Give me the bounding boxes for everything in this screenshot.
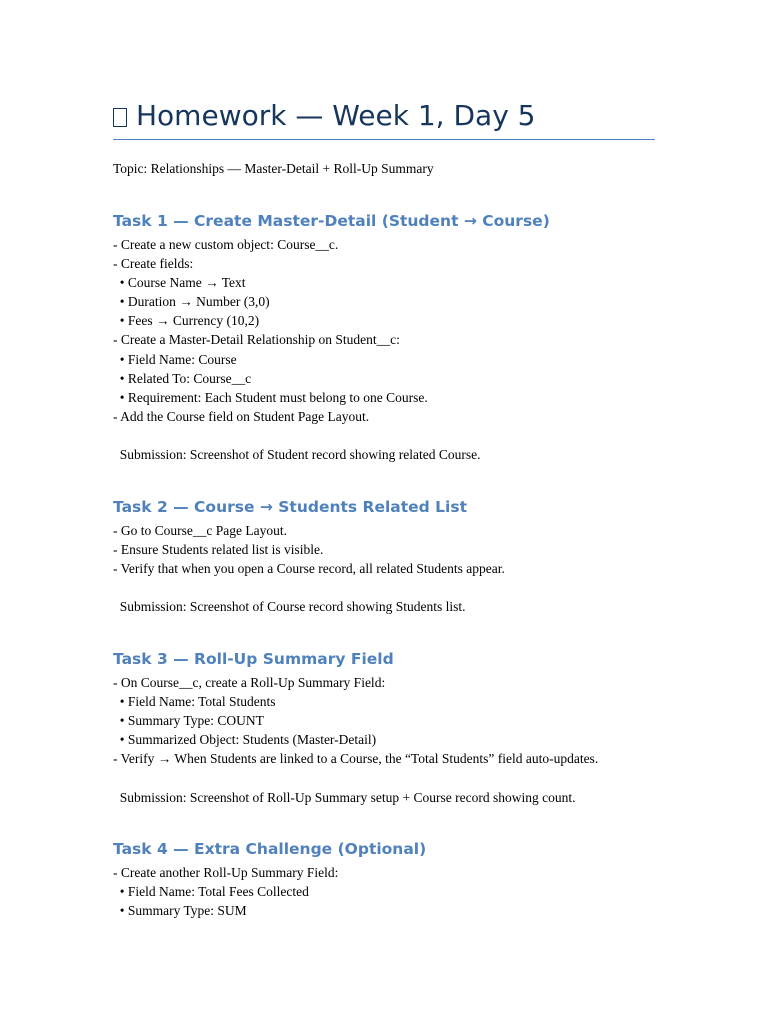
task-3-submission: Submission: Screenshot of Roll-Up Summary setup + Course record showing count. [113, 789, 576, 805]
task-1-bullet: • Course Name → Text [113, 275, 246, 291]
task-4-bullet: • Summary Type: SUM [113, 903, 247, 919]
task-4-heading: Task 4 — Extra Challenge (Optional) [113, 840, 427, 858]
task-3-section [113, 647, 713, 807]
document-icon [113, 108, 127, 127]
task-2-heading: Task 2 — Course → Students Related List [113, 498, 468, 516]
task-3-bullet: • Summary Type: COUNT [113, 713, 264, 729]
task-2-section [113, 495, 713, 616]
task-3-bullet: • Summarized Object: Students (Master-Detail) [113, 732, 377, 748]
task-4-bullet: • Field Name: Total Fees Collected [113, 884, 309, 900]
task-1-line: - Create a new custom object: Course__c. [113, 237, 339, 252]
task-1-line: - Create fields: [113, 256, 194, 272]
task-1-bullet: • Related To: Course__c [113, 370, 252, 386]
blank-line [113, 768, 713, 787]
task-4-section [113, 837, 713, 920]
task-3-bullet: • Field Name: Total Students [113, 694, 276, 710]
task-1-bullet: • Fees → Currency (10,2) [113, 313, 260, 329]
task-2-line: - Ensure Students related list is visible. [113, 542, 324, 558]
task-2-line: - Go to Course__c Page Layout. [113, 523, 287, 538]
task-1-bullet: • Duration → Number (3,0) [113, 294, 270, 310]
task-1-body [113, 235, 713, 464]
task-1-line: - Add the Course field on Student Page Layout. [113, 408, 370, 424]
document-title-text: Homework — Week 1, Day 5 [136, 99, 536, 132]
task-1-heading: Task 1 — Create Master-Detail (Student → Course) [113, 212, 550, 230]
task-1-bullet: • Field Name: Course [113, 351, 237, 367]
task-2-body [113, 521, 713, 616]
task-3-body [113, 673, 713, 807]
task-1-submission: Submission: Screenshot of Student record showing related Course. [113, 447, 481, 463]
task-1-section [113, 209, 713, 464]
task-2-line: - Verify that when you open a Course record, all related Students appear. [113, 561, 505, 577]
task-4-body [113, 863, 713, 920]
task-3-line: - On Course__c, create a Roll-Up Summary Field: [113, 675, 386, 690]
topic-line: Topic: Relationships — Master-Detail + Roll-Up Summary [113, 161, 434, 176]
task-1-line: - Create a Master-Detail Relationship on Student__c: [113, 332, 400, 348]
task-3-heading: Task 3 — Roll-Up Summary Field [113, 650, 394, 668]
document-title [113, 94, 655, 138]
task-3-line: - Verify → When Students are linked to a Course, the “Total Students” field auto-updates. [113, 751, 599, 767]
title-divider [113, 139, 655, 140]
blank-line [113, 578, 713, 597]
task-1-bullet: • Requirement: Each Student must belong to one Course. [113, 389, 428, 405]
task-2-submission: Submission: Screenshot of Course record showing Students list. [113, 599, 466, 615]
task-4-line: - Create another Roll-Up Summary Field: [113, 865, 339, 880]
blank-line [113, 426, 713, 445]
